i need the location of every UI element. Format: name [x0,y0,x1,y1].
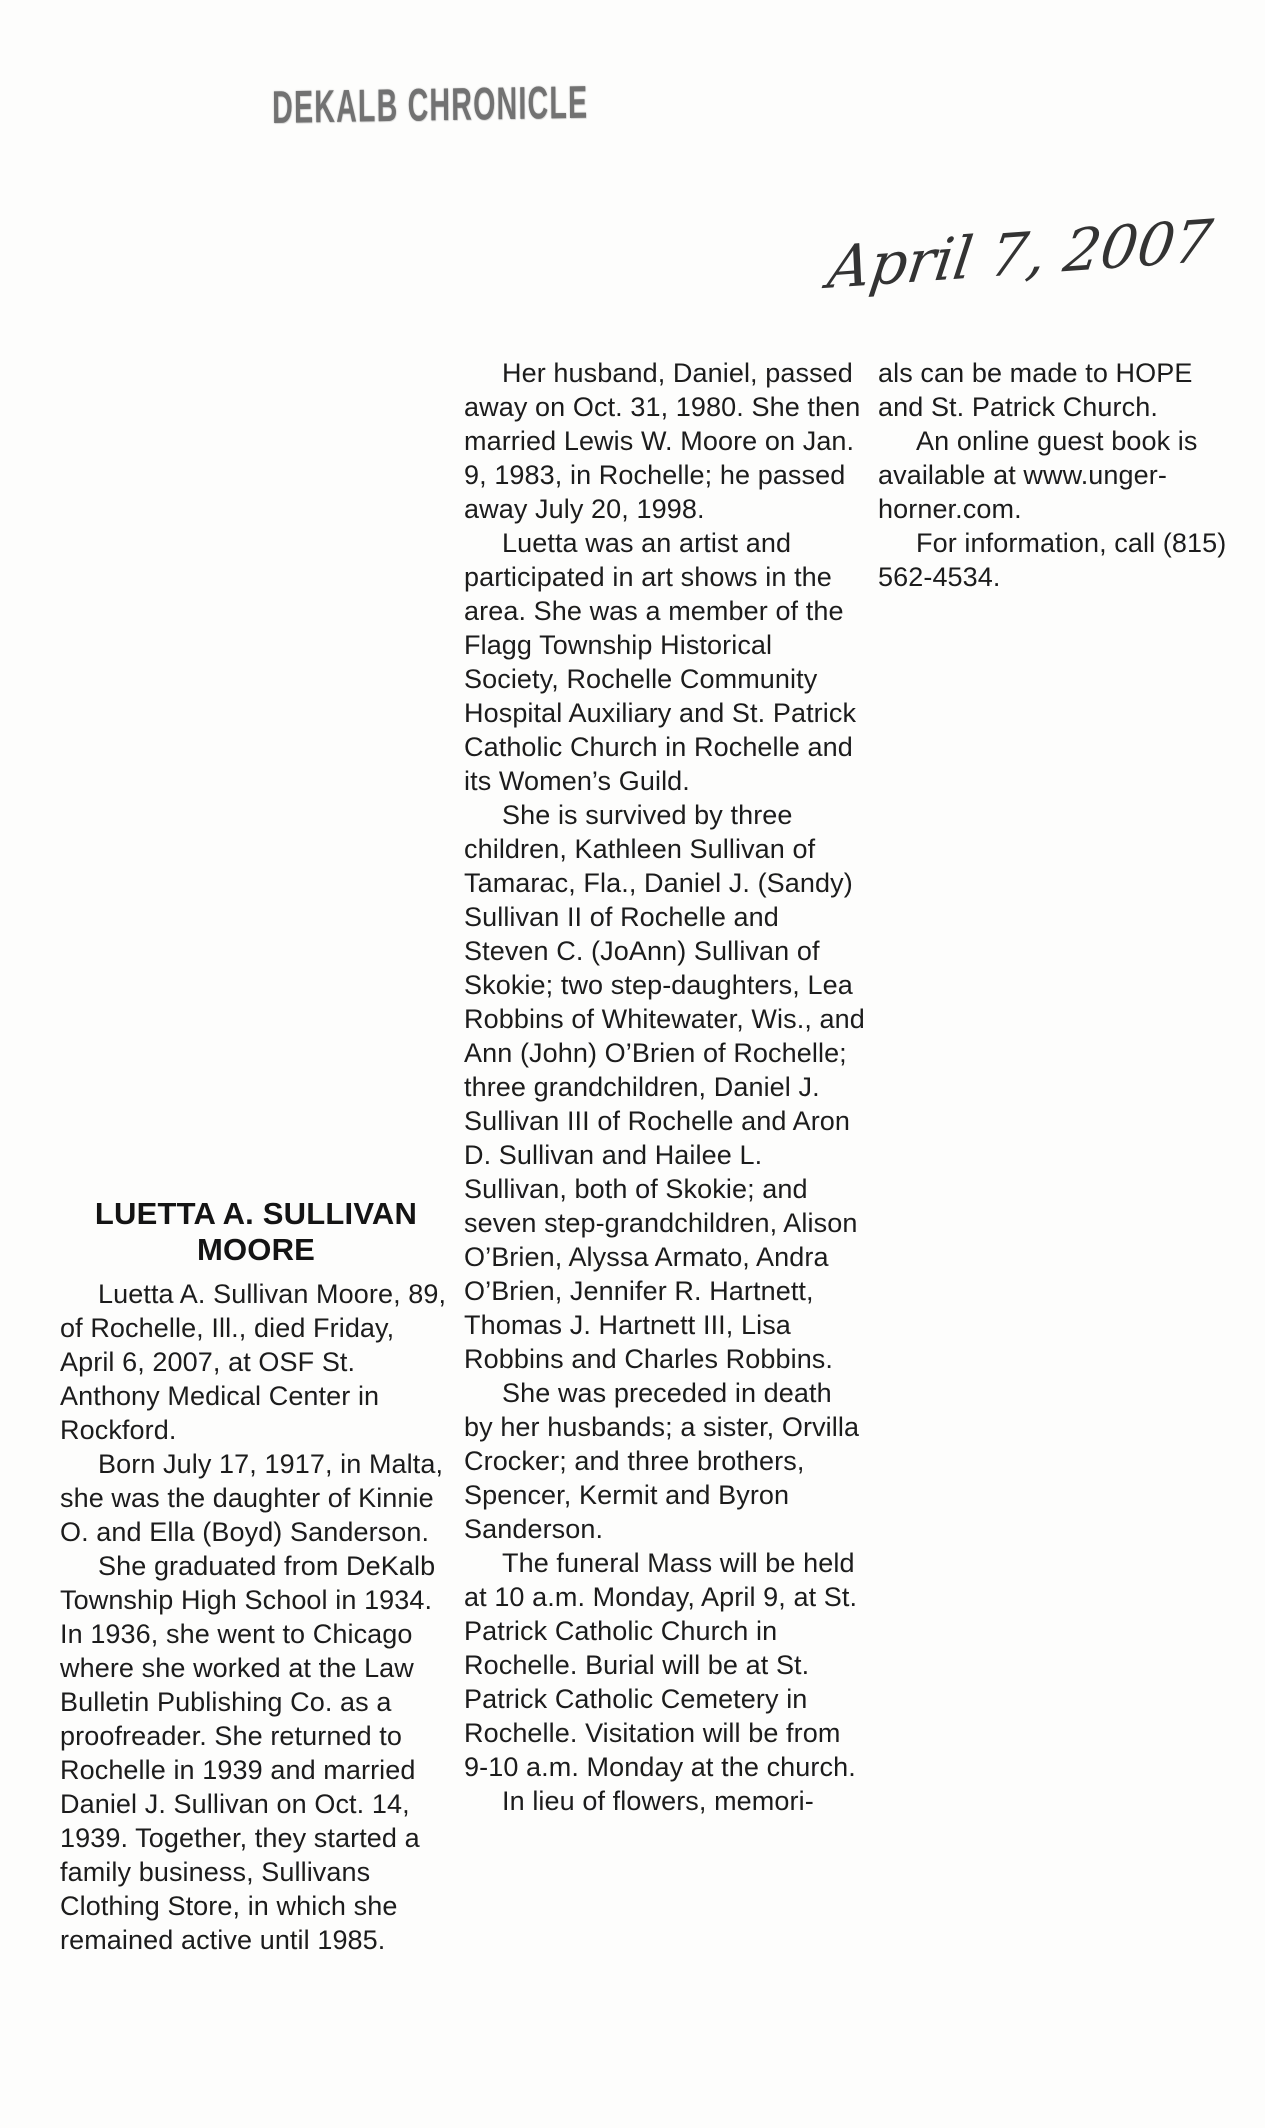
obituary-column-right [878,356,1232,594]
obituary-title: LUETTA A. SULLIVAN MOORE [94,1196,418,1267]
obituary-paragraph: An online guest book is available at www.unger-horner.com. [878,426,1198,524]
obituary-paragraph: In lieu of flowers, memori- [502,1786,814,1816]
obituary-paragraph: She is survived by three children, Kathleen Sullivan of Tamarac, Fla., Daniel J. (Sandy) Sullivan II of Rochelle and Steven C. (JoAnn) Sullivan of Skokie; two step-daughters, Lea Robbins of Whitewater, Wis., and Ann (John) O’Brien of Rochelle; three grandchildren, Daniel J. Sullivan III of Rochelle and Aron D. Sullivan and Hailee L. Sullivan, both of Skokie; and seven step-grandchildren, Alison O’Brien, Alyssa Armato, Andra O’Brien, Jennifer R. Hartnett, Thomas J. Hartnett III, Lisa Robbins and Charles Robbins. [464,800,865,1374]
obituary-paragraph: als can be made to HOPE and St. Patrick Church. [878,358,1193,422]
obituary-paragraph: Luetta was an artist and participated in art shows in the area. She was a member of the Flagg Township Historical Society, Rochelle Community Hospital Auxiliary and St. Patrick Catholic Church in Rochelle and its Women’s Guild. [464,528,857,796]
obituary-paragraph: She was preceded in death by her husbands; a sister, Orvilla Crocker; and three brothers, Spencer, Kermit and Byron Sanderson. [464,1378,860,1544]
publication-stamp: DEKALB CHRONICLE [272,75,589,133]
obituary-column-middle [464,356,866,1818]
obituary-paragraph: The funeral Mass will be held at 10 a.m. Monday, April 9, at St. Patrick Catholic Church in Rochelle. Burial will be at St. Patrick Catholic Cemetery in Rochelle. Visitation will be from 9-10 a.m. Monday at the church. [464,1548,858,1782]
handwritten-date: April 7, 2007 [824,206,1217,302]
obituary-paragraph: Born July 17, 1917, in Malta, she was the daughter of Kinnie O. and Ella (Boyd) Sanderson. [60,1449,444,1547]
obituary-column-left [60,1196,452,1957]
obituary-paragraph: She graduated from DeKalb Township High School in 1934. In 1936, she went to Chicago where she worked at the Law Bulletin Publishing Co. as a proofreader. She returned to Rochelle in 1939 and married Daniel J. Sullivan on Oct. 14, 1939. Together, they started a family business, Sullivans Clothing Store, in which she remained active until 1985. [60,1551,436,1955]
obituary-paragraph: Her husband, Daniel, passed away on Oct. 31, 1980. She then married Lewis W. Moore on Jan. 9, 1983, in Rochelle; he passed away July 20, 1998. [464,358,861,524]
obituary-paragraph: Luetta A. Sullivan Moore, 89, of Rochelle, Ill., died Friday, April 6, 2007, at OSF St. Anthony Medical Center in Rockford. [60,1279,447,1445]
obituary-paragraph: For information, call (815) 562-4534. [878,528,1227,592]
